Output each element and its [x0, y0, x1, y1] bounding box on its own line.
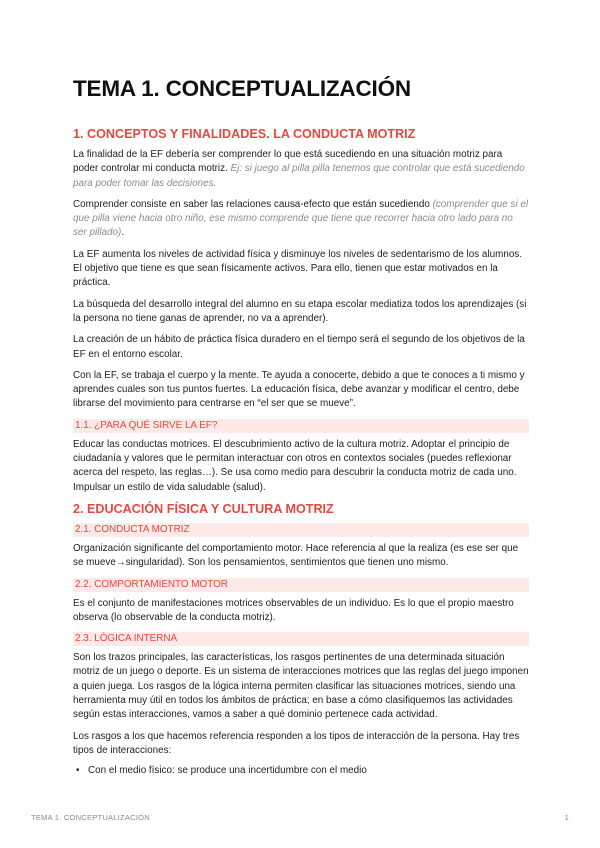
example-note: Ej: si juego al pilla pilla tenemos que controlar que está sucediendo para poder tomar las decisiones. [73, 163, 525, 189]
subsection-2-3-heading: 2.3. LÓGICA INTERNA [73, 632, 529, 646]
paragraph [73, 198, 529, 241]
paragraph: La EF aumenta los niveles de actividad física y disminuye los niveles de sedentarismo de los alumnos. El objetivo que tiene es que sean físicamente activos. Para ello, tienen que estar motivados en la práctica. [73, 248, 522, 289]
paragraph [73, 148, 529, 191]
paragraph: Con la EF, se trabaja el cuerpo y la mente. Te ayuda a conocerte, debido a que te conoces a ti mismo y aprendes cuales son tus puntos fuertes. La educación física, debe avanzar y modificar el centro, debe librarse del movimiento para centrarse en “el ser que se mueve”. [73, 369, 525, 410]
paragraph: Los rasgos a los que hacemos referencia responden a los tipos de interacción de la persona. Hay tres tipos de interacciones: [73, 730, 520, 756]
page-number: 1 [564, 813, 569, 822]
page-title: TEMA 1. CONCEPTUALIZACIÓN [73, 76, 411, 101]
subsection-1-1-heading: 1.1. ¿PARA QUÉ SIRVE LA EF? [73, 419, 529, 433]
paragraph-text: La finalidad de la EF debería ser comprender lo que está sucediendo en una situación motriz para poder controlar mi conducta motriz. [73, 149, 503, 175]
paragraph-text: . [121, 227, 125, 239]
bullet-list [73, 764, 529, 778]
paragraph: La búsqueda del desarrollo integral del alumno en su etapa escolar mediatiza todos los aprendizajes (si la persona no tiene ganas de aprender, no va a aprender). [73, 298, 527, 324]
list-item: • Con el medio físico: se produce una incertidumbre con el medio [73, 764, 529, 778]
paragraph: Son los trazos principales, las características, los rasgos pertinentes de una determinada situación motriz de un juego o deporte. Es un sistema de interacciones motrices que las reglas del juego imponen a quien juega. Los rasgos de la lógica interna permiten clasificar las situaciones motrices, siendo una herramienta muy útil en todos los ámbitos de práctica; en base a cómo clasifiquemos las actividades según estas interacciones, vamos a saber a qué dominio pertenece cada actividad. [73, 652, 529, 721]
example-note: (comprender que si el que pilla viene hacia otro niño, ese mismo comprende que tiene que recorrer hacia otro lado para no ser pillado) [73, 198, 529, 239]
section-1-heading: 1. CONCEPTOS Y FINALIDADES. LA CONDUCTA MOTRIZ [73, 127, 416, 141]
footer-title: TEMA 1. CONCEPTUALIZACIÓN [31, 813, 150, 822]
paragraph: Organización significante del comportamiento motor. Hace referencia al que la realiza (es ese ser que se mueve→singularidad). Son los pensamientos, sentimientos que tienen uno mismo. [73, 542, 519, 569]
page-content [73, 76, 529, 778]
paragraph: Es el conjunto de manifestaciones motrices observables de un individuo. Es lo que el propio maestro observa (lo observable de la conducta motriz). [73, 597, 514, 623]
paragraph: Educar las conductas motrices. El descubrimiento activo de la cultura motriz. Adoptar el principio de ciudadanía y valores que le permitan interactuar con otros en contextos sociales (puedes reflexionar acerca del respeto, las reglas…). Se usa como medio para descubrir la conducta motriz de cada uno. Impulsar un estilo de vida saludable (salud). [73, 438, 517, 493]
paragraph: La creación de un hábito de práctica física duradero en el tiempo será el segundo de los objetivos de la EF en el entorno escolar. [73, 334, 525, 360]
page-footer [31, 813, 569, 825]
paragraph-text: Comprender consiste en saber las relaciones causa-efecto que están sucediendo [73, 198, 433, 210]
subsection-2-1-heading: 2.1. CONDUCTA MOTRIZ [73, 523, 529, 537]
section-2-heading: 2. EDUCACIÓN FÍSICA Y CULTURA MOTRIZ [73, 501, 334, 516]
subsection-2-2-heading: 2.2. COMPORTAMIENTO MOTOR [73, 578, 529, 592]
